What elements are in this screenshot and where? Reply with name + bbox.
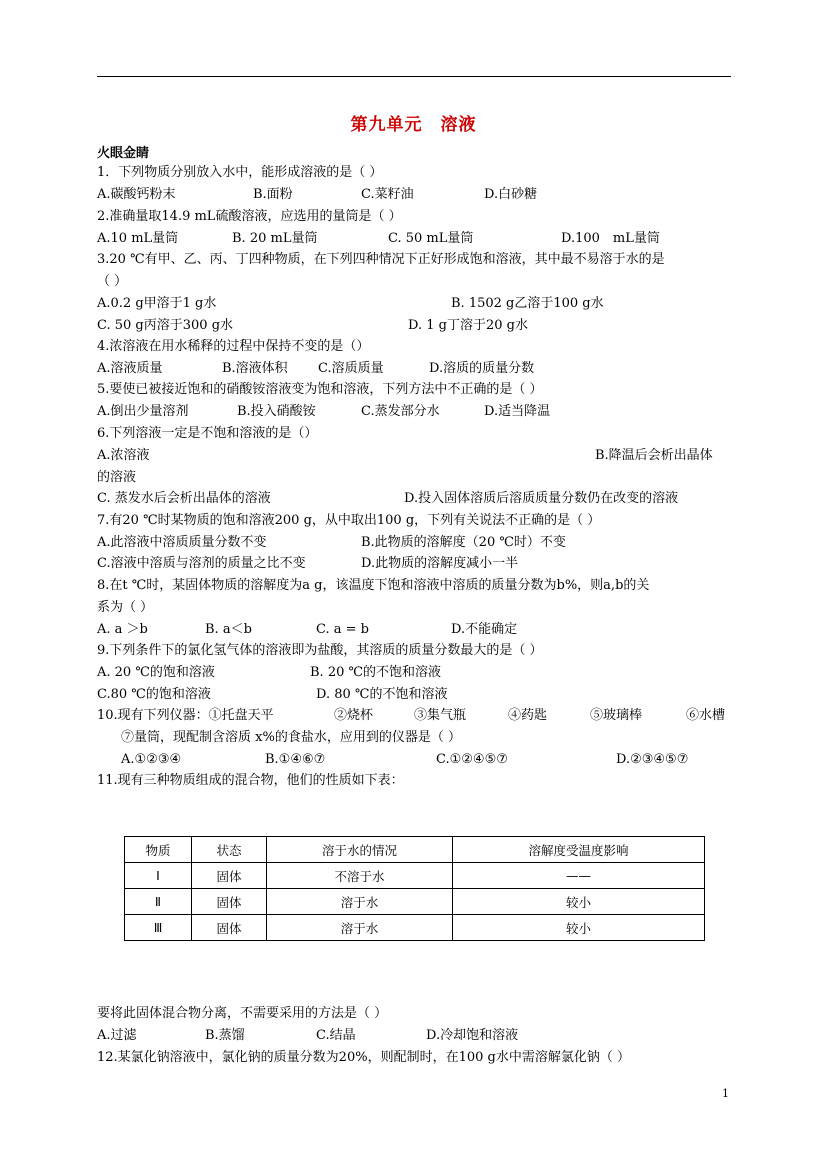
question-8-stem-cont: 系为（ ） (97, 600, 154, 615)
table-cell: 不溶于水 (267, 863, 453, 889)
table-header-cell: 溶解度受温度影响 (453, 837, 705, 863)
question-8-option-c: C. a = b (316, 622, 369, 637)
question-5-stem: 5.要使已被接近饱和的硝酸铵溶液变为饱和溶液，下列方法中不正确的是（ ） (97, 382, 543, 397)
question-3-stem-cont: （ ） (97, 274, 128, 289)
question-7-option-c: C.溶液中溶质与溶剂的质量之比不变 (97, 556, 306, 571)
question-10-option-c: C.①②④⑤⑦ (436, 752, 508, 767)
question-3-option-a: A.0.2 g甲溶于1 g水 (97, 296, 217, 311)
question-6-option-b-cont: 的溶液 (97, 470, 137, 485)
question-2-stem: 2.准确量取14.9 mL硫酸溶液，应选用的量筒是（ ） (97, 209, 402, 224)
question-10-item-2: ②烧杯 (334, 708, 374, 723)
table-row (125, 863, 705, 889)
question-6-option-b: B.降温后会析出晶体 (595, 448, 713, 463)
question-6-option-a: A.浓溶液 (97, 448, 150, 463)
table-header-row (125, 837, 705, 863)
question-7-option-d: D.此物质的溶解度减小一半 (361, 556, 519, 571)
question-3-stem: 3.20 ℃有甲、乙、丙、丁四种物质，在下列四种情况下正好形成饱和溶液，其中最不易溶于水的是 (97, 252, 665, 267)
table-cell: 溶于水 (267, 889, 453, 915)
question-9-option-d: D. 80 ℃的不饱和溶液 (316, 687, 448, 702)
question-11-option-b: B.蒸馏 (205, 1028, 245, 1043)
question-4-stem: 4.浓溶液在用水稀释的过程中保持不变的是（） (97, 339, 370, 354)
question-3-option-c: C. 50 g丙溶于300 g水 (97, 318, 234, 333)
question-10-option-d: D.②③④⑤⑦ (616, 752, 689, 767)
question-6-option-c: C. 蒸发水后会析出晶体的溶液 (97, 491, 271, 506)
question-10-item-4: ④药匙 (508, 708, 548, 723)
question-6-option-d: D.投入固体溶质后溶质质量分数仍在改变的溶液 (404, 491, 679, 506)
question-8-option-a: A. a ＞b (97, 622, 148, 637)
question-7-stem: 7.有20 ℃时某物质的饱和溶液200 g，从中取出100 g，下列有关说法不正确的是（ ） (97, 513, 601, 528)
question-1-stem: 1．下列物质分别放入水中，能形成溶液的是（ ） (97, 165, 383, 180)
question-10-item-5: ⑤玻璃棒 (590, 708, 643, 723)
question-5-option-d: D.适当降温 (484, 404, 551, 419)
section-heading: 火眼金睛 (97, 146, 150, 161)
question-5-option-c: C.蒸发部分水 (361, 404, 440, 419)
question-7-option-b: B.此物质的溶解度（20 ℃时）不变 (361, 535, 566, 550)
header-rule (97, 76, 731, 77)
question-2-option-d: D.100 mL量筒 (561, 231, 660, 246)
question-11-option-d: D.冷却饱和溶液 (426, 1028, 519, 1043)
table-cell: Ⅰ (125, 863, 192, 889)
question-10-stem-cont: ⑦量筒，现配制含溶质 x%的食盐水，应用到的仪器是（ ） (121, 730, 461, 745)
question-2-option-b: B. 20 mL量筒 (232, 231, 318, 246)
question-7-option-a: A.此溶液中溶质质量分数不变 (97, 535, 267, 550)
question-5-option-a: A.倒出少量溶剂 (97, 404, 189, 419)
question-1-option-a: A.碳酸钙粉末 (97, 187, 176, 202)
question-5-option-b: B.投入硝酸铵 (237, 404, 316, 419)
question-3-option-b: B. 1502 g乙溶于100 g水 (451, 296, 604, 311)
question-8-option-d: D.不能确定 (451, 622, 518, 637)
table-row (125, 915, 705, 941)
table-cell: 较小 (453, 915, 705, 941)
table-header-cell: 物质 (125, 837, 192, 863)
table-cell: —— (453, 863, 705, 889)
page-number: 1 (722, 1087, 729, 1100)
table-header-cell: 状态 (192, 837, 267, 863)
question-9-option-c: C.80 ℃的饱和溶液 (97, 687, 211, 702)
question-3-option-d: D. 1 g丁溶于20 g水 (408, 318, 528, 333)
question-11-followup: 要将此固体混合物分离，不需要采用的方法是（ ） (97, 1006, 388, 1021)
question-8-option-b: B. a＜b (205, 622, 252, 637)
question-10-item-3: ③集气瓶 (414, 708, 467, 723)
table-cell: 溶于水 (267, 915, 453, 941)
question-4-option-a: A.溶液质量 (97, 361, 163, 376)
question-4-option-b: B.溶液体积 (222, 361, 288, 376)
table-cell: 固体 (192, 863, 267, 889)
question-8-stem: 8.在t ℃时，某固体物质的溶解度为a g，该温度下饱和溶液中溶质的质量分数为b%，则a,b的关 (97, 578, 650, 593)
table-cell: 固体 (192, 915, 267, 941)
question-12-stem: 12.某氯化钠溶液中，氯化钠的质量分数为20%，则配制时，在100 g水中需溶解氯化钠（ ） (97, 1050, 630, 1065)
question-6-stem: 6.下列溶液一定是不饱和溶液的是（） (97, 426, 318, 441)
table-cell: 较小 (453, 889, 705, 915)
question-9-option-a: A. 20 ℃的饱和溶液 (97, 665, 215, 680)
question-10-stem: 10.现有下列仪器：①托盘天平 (97, 708, 274, 723)
table-row (125, 889, 705, 915)
question-1-option-b: B.面粉 (253, 187, 293, 202)
table-cell: 固体 (192, 889, 267, 915)
question-11-stem: 11.现有三种物质组成的混合物，他们的性质如下表： (97, 773, 404, 788)
question-10-item-6: ⑥水槽 (686, 708, 726, 723)
table-cell: Ⅱ (125, 889, 192, 915)
question-9-stem: 9.下列条件下的氯化氢气体的溶液即为盐酸，其溶质的质量分数最大的是（ ） (97, 643, 543, 658)
page-title: 第九单元 溶液 (350, 115, 477, 135)
question-10-option-a: A.①②③④ (121, 752, 182, 767)
properties-table (124, 836, 705, 941)
question-11-option-a: A.过滤 (97, 1028, 137, 1043)
question-1-option-d: D.白砂糖 (484, 187, 538, 202)
question-2-option-c: C. 50 mL量筒 (388, 231, 474, 246)
table-cell: Ⅲ (125, 915, 192, 941)
question-1-option-c: C.菜籽油 (361, 187, 414, 202)
question-10-option-b: B.①④⑥⑦ (265, 752, 326, 767)
question-4-option-d: D.溶质的质量分数 (429, 361, 535, 376)
question-2-option-a: A.10 mL量筒 (97, 231, 179, 246)
question-11-option-c: C.结晶 (316, 1028, 356, 1043)
question-4-option-c: C.溶质质量 (318, 361, 384, 376)
table-header-cell: 溶于水的情况 (267, 837, 453, 863)
question-9-option-b: B. 20 ℃的不饱和溶液 (310, 665, 442, 680)
